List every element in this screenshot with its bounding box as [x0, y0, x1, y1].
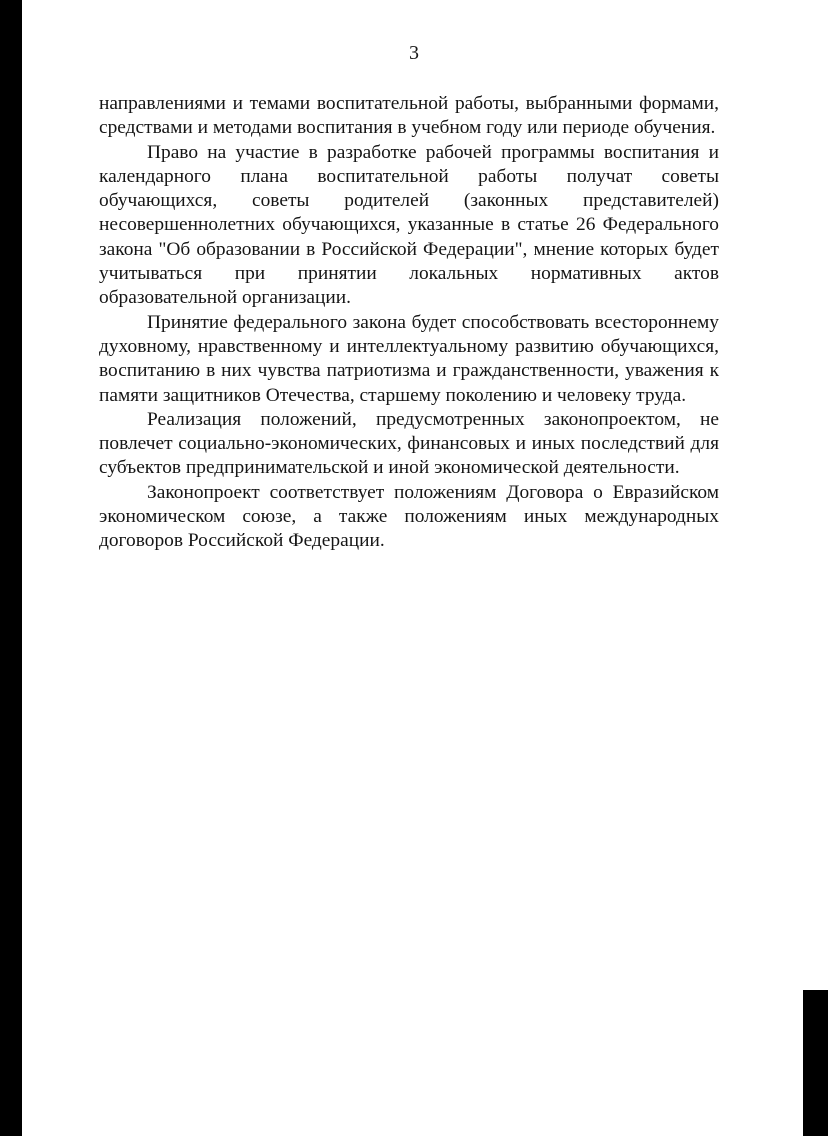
page-number: 3 [409, 42, 419, 64]
paragraph-continuation: направлениями и темами воспитательной работы, выбранными формами, средствами и методами воспитания в учебном году или периоде обучения. [99, 93, 719, 139]
paragraph-participation-rights: Право на участие в разработке рабочей программы воспитания и календарного плана воспитательной работы получат советы обучающихся, советы родителей (законных представителей) несовершеннолетних обучающихся, указанные в статье 26 Федерального закона "Об образовании в Российской Федерации", мнение которых будет учитываться при принятии локальных нормативных актов образовательной организации. [99, 141, 719, 309]
scan-edge [803, 0, 828, 990]
scan-edge-shadow [803, 990, 828, 1136]
paragraph-implementation: Реализация положений, предусмотренных законопроектом, не повлечет социально-экономических, финансовых и иных последствий для субъектов предпринимательской и иной экономической деятельности. [99, 408, 719, 479]
document-body [99, 92, 719, 554]
paragraph-law-adoption: Принятие федерального закона будет способствовать всестороннему духовному, нравственному и интеллектуальному развитию обучающихся, воспитанию в них чувства патриотизма и гражданственности, уважения к памяти защитников Отечества, старшему поколению и человеку труда. [99, 311, 719, 406]
paragraph-compliance: Законопроект соответствует положениям Договора о Евразийском экономическом союзе, а также положениям иных международных договоров Российской Федерации. [99, 481, 719, 552]
